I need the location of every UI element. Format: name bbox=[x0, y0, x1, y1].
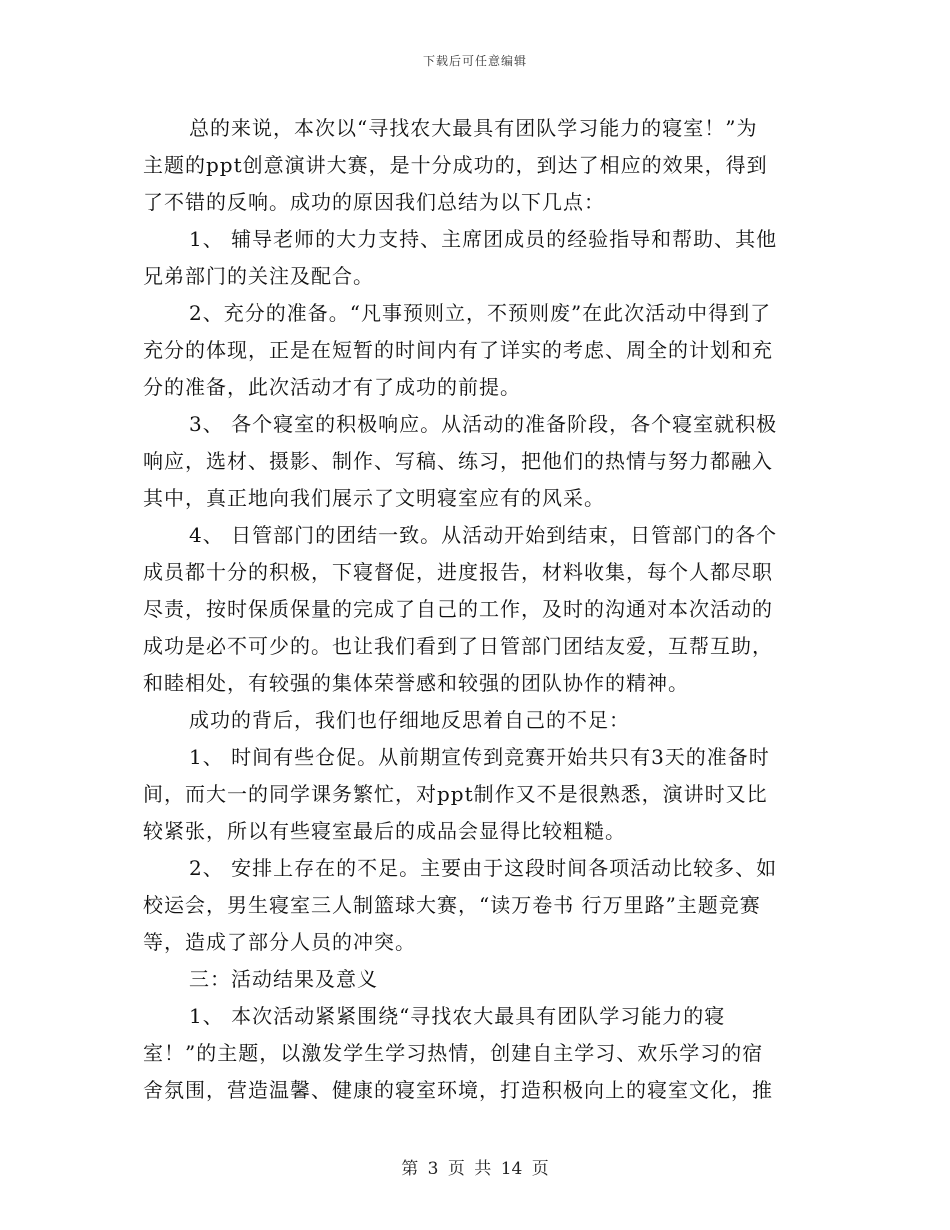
page-header: 下载后可任意编辑 bbox=[422, 54, 527, 68]
paragraph-line: 充分的体现，正是在短暂的时间内有了详实的考虑、周全的计划和充 bbox=[143, 338, 773, 362]
paragraph-line: 分的准备，此次活动才有了成功的前提。 bbox=[143, 375, 521, 399]
paragraph-line: 间，而大一的同学课务繁忙，对ppt制作又不是很熟悉，演讲时又比 bbox=[143, 782, 768, 806]
paragraph-line: 1、 辅导老师的大力支持、主席团成员的经验指导和帮助、其他 bbox=[189, 227, 778, 251]
paragraph-line: 成功是必不可少的。也让我们看到了日管部门团结友爱，互帮互助， bbox=[143, 634, 773, 658]
paragraph-line: 兄弟部门的关注及配合。 bbox=[143, 264, 374, 288]
paragraph-line: 响应，选材、摄影、制作、写稿、练习，把他们的热情与努力都融入 bbox=[143, 449, 773, 473]
paragraph-line: 1、 时间有些仓促。从前期宣传到竞赛开始共只有3天的准备时 bbox=[189, 745, 770, 769]
paragraph-line: 舍氛围，营造温馨、健康的寝室环境，打造积极向上的寝室文化，推 bbox=[143, 1078, 773, 1102]
paragraph-line: 室！”的主题，以激发学生学习热情，创建自主学习、欢乐学习的宿 bbox=[143, 1041, 764, 1065]
paragraph-line: 2、 安排上存在的不足。主要由于这段时间各项活动比较多、如 bbox=[189, 856, 778, 880]
paragraph-line: 1、 本次活动紧紧围绕“寻找农大最具有团队学习能力的寝 bbox=[189, 1004, 726, 1028]
paragraph-line: 和睦相处，有较强的集体荣誉感和较强的团队协作的精神。 bbox=[143, 671, 689, 695]
paragraph-line: 成员都十分的积极，下寝督促，进度报告，材料收集，每个人都尽职 bbox=[143, 560, 773, 584]
paragraph-line: 等，造成了部分人员的冲突。 bbox=[143, 930, 416, 954]
document-body bbox=[143, 110, 808, 1109]
paragraph-line: 成功的背后，我们也仔细地反思着自己的不足： bbox=[189, 708, 630, 732]
paragraph-line: 了不错的反响。成功的原因我们总结为以下几点： bbox=[143, 190, 605, 214]
paragraph-line: 总的来说，本次以“寻找农大最具有团队学习能力的寝室！”为 bbox=[189, 116, 758, 140]
paragraph-line: 2、充分的准备。“凡事预则立，不预则废”在此次活动中得到了 bbox=[189, 301, 772, 325]
paragraph-line: 较紧张，所以有些寝室最后的成品会显得比较粗糙。 bbox=[143, 819, 626, 843]
paragraph-line: 尽责，按时保质保量的完成了自己的工作，及时的沟通对本次活动的 bbox=[143, 597, 773, 621]
paragraph-line: 校运会，男生寝室三人制篮球大赛，“读万卷书 行万里路”主题竞赛 bbox=[143, 893, 761, 917]
section-heading: 三：活动结果及意义 bbox=[189, 967, 378, 991]
paragraph-line: 3、 各个寝室的积极响应。从活动的准备阶段，各个寝室就积极 bbox=[189, 412, 778, 436]
paragraph-line: 其中，真正地向我们展示了文明寝室应有的风采。 bbox=[143, 486, 605, 510]
page-footer: 第 3 页 共 14 页 bbox=[401, 1159, 549, 1179]
paragraph-line: 4、 日管部门的团结一致。从活动开始到结束，日管部门的各个 bbox=[189, 523, 778, 547]
paragraph-line: 主题的ppt创意演讲大赛，是十分成功的，到达了相应的效果，得到 bbox=[143, 153, 768, 177]
